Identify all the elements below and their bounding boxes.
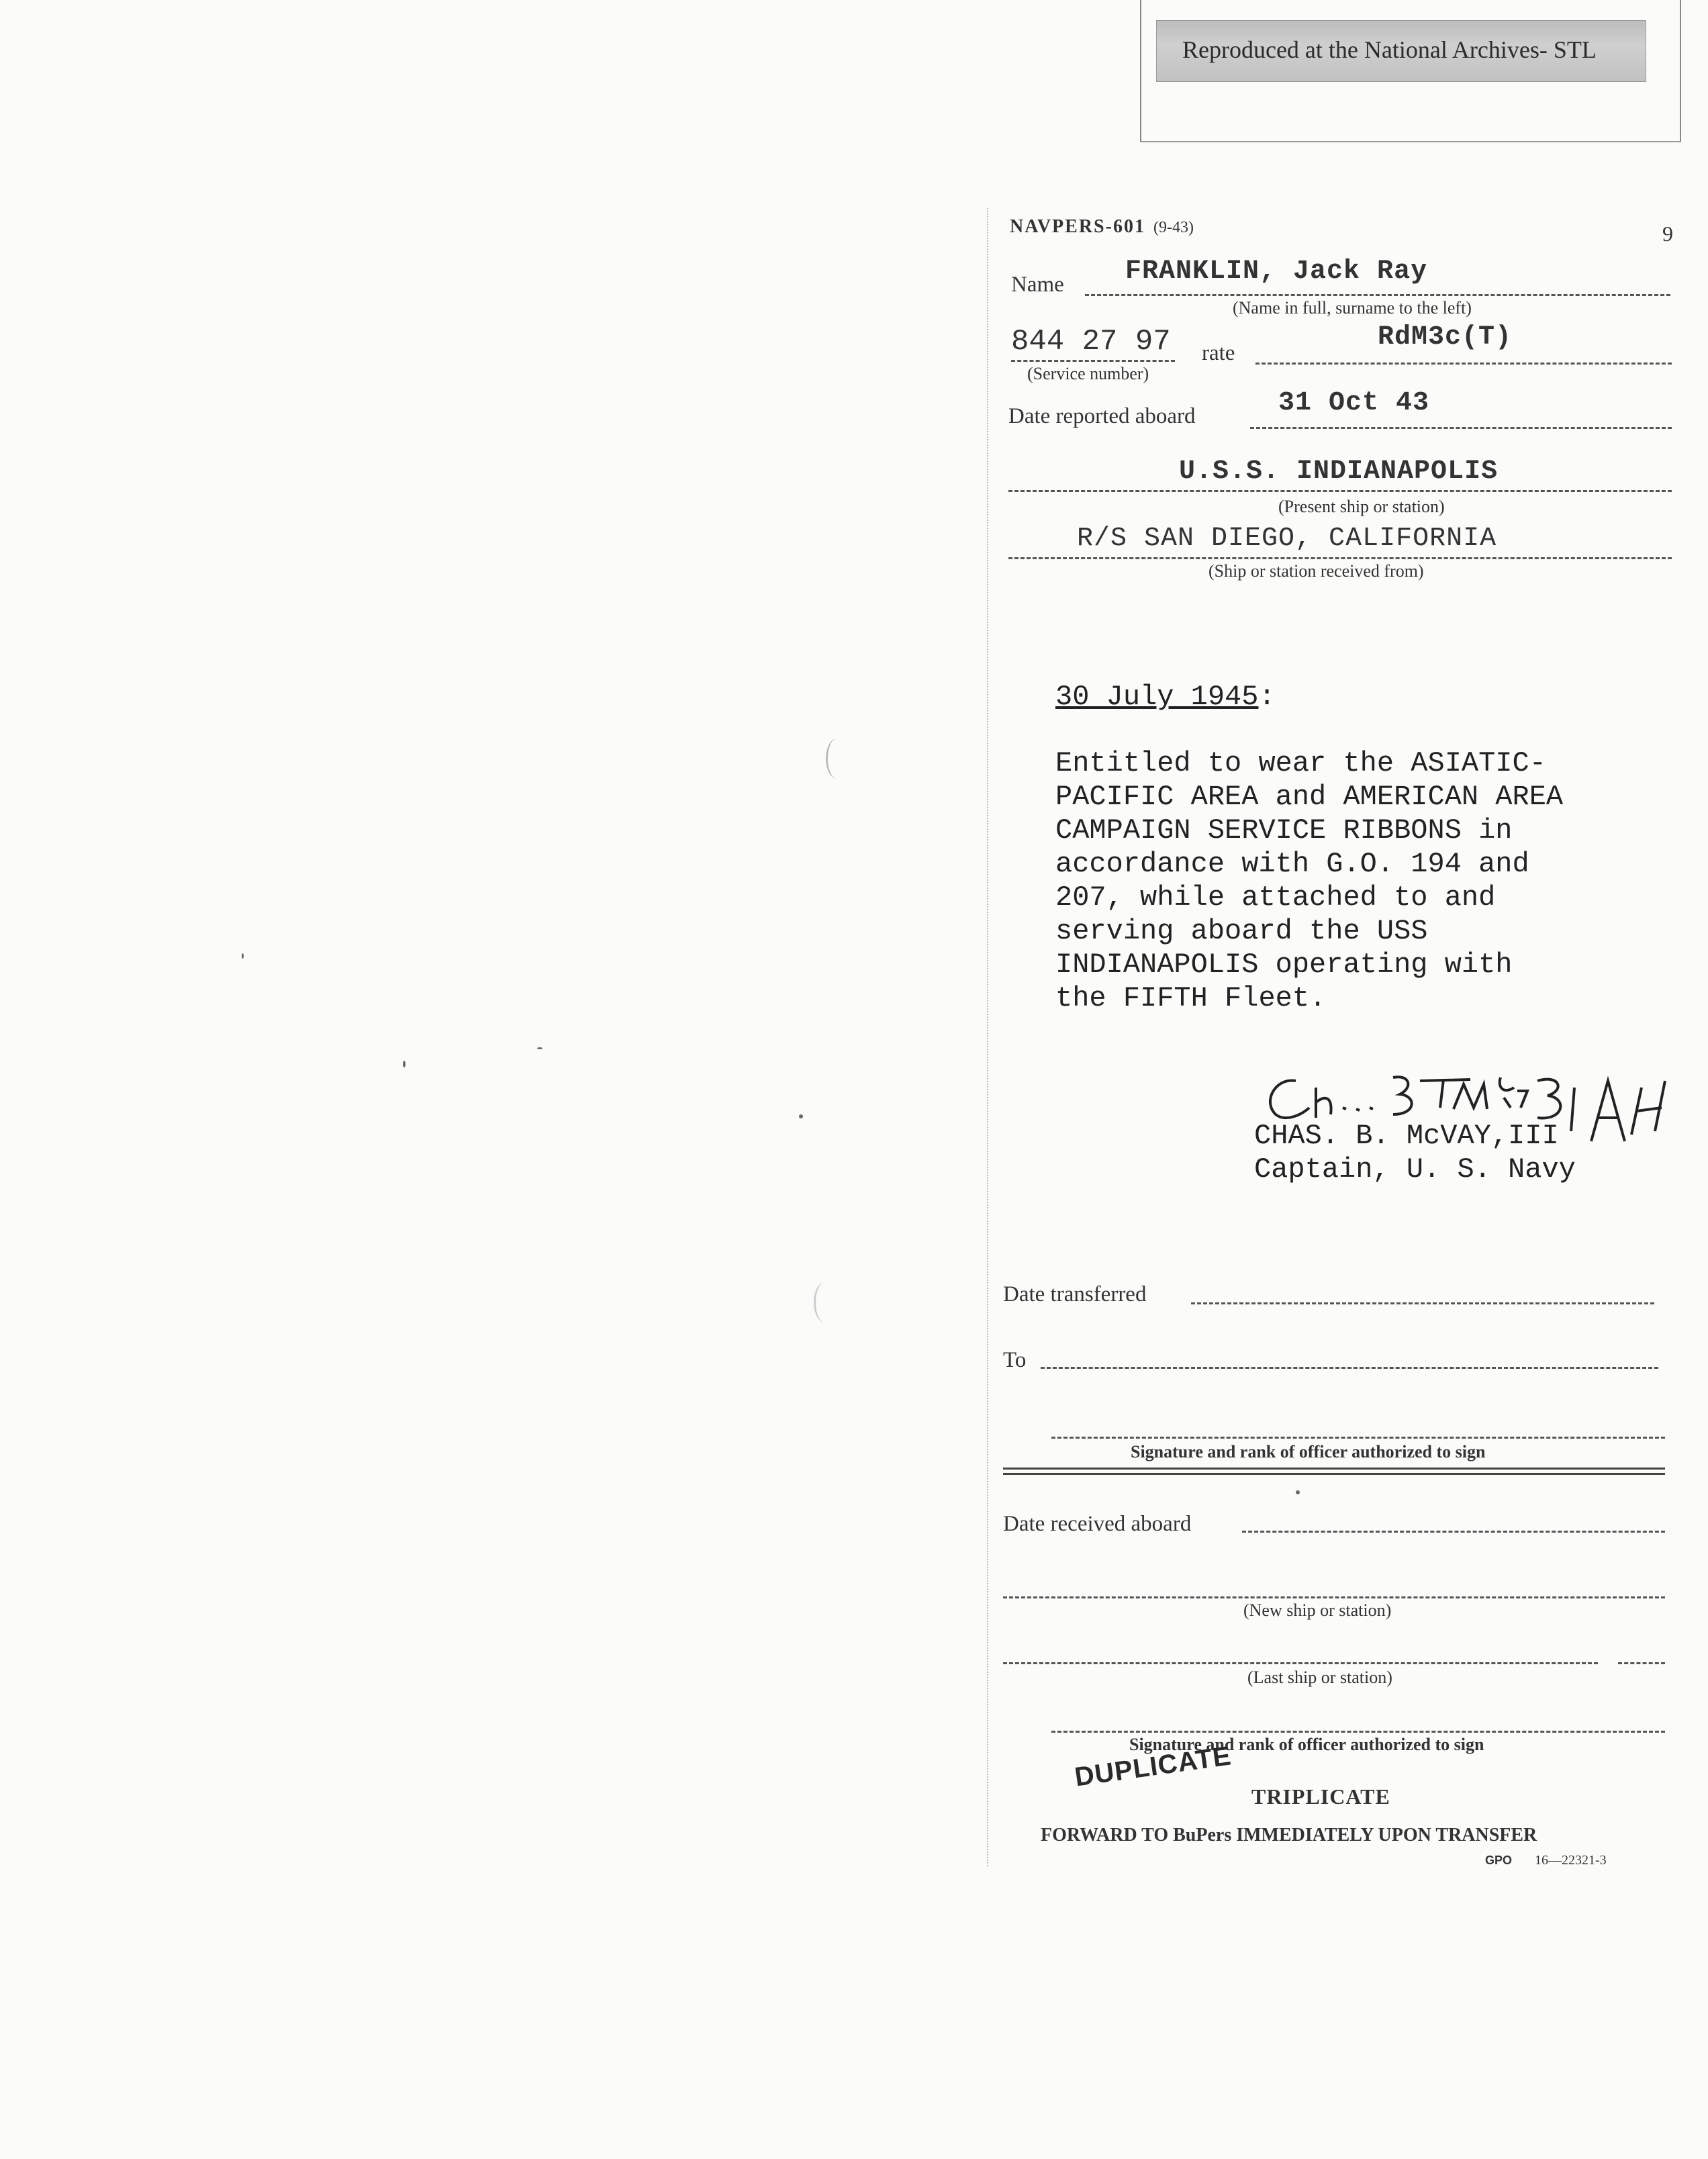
entry-line: 207, while attached to and [1055, 881, 1496, 914]
new-ship-line [1003, 1596, 1665, 1598]
printer-line [1485, 1853, 1607, 1868]
present-ship-line [1008, 490, 1672, 492]
forward-instruction: FORWARD TO BuPers IMMEDIATELY UPON TRANSFER [1041, 1825, 1537, 1845]
form-number-text: NAVPERS-601 [1010, 216, 1145, 237]
service-number-line [1011, 360, 1175, 362]
last-ship-caption: (Last ship or station) [1247, 1668, 1392, 1687]
date-reported-label: Date reported aboard [1008, 404, 1196, 428]
date-transferred-line [1191, 1302, 1654, 1304]
present-ship-caption: (Present ship or station) [1278, 497, 1445, 516]
service-number-value: 844 27 97 [1011, 325, 1171, 358]
entry-date-line [1055, 681, 1276, 713]
entry-line: INDIANAPOLIS operating with [1055, 949, 1513, 981]
form-left-edge [987, 208, 988, 1866]
date-received-line [1242, 1531, 1665, 1533]
scan-mark [403, 1061, 406, 1067]
printer-code: 16—22321-3 [1535, 1853, 1607, 1868]
received-from-value: R/S SAN DIEGO, CALIFORNIA [1077, 524, 1497, 554]
signature-title: Captain, U. S. Navy [1254, 1153, 1576, 1186]
scan-mark [1296, 1490, 1300, 1494]
signature-name: CHAS. B. McVAY,III [1254, 1120, 1559, 1152]
printer-mark: GPO [1485, 1854, 1513, 1867]
scan-mark [799, 1114, 803, 1118]
received-from-line [1008, 557, 1672, 559]
separator-rule-top [1003, 1468, 1665, 1470]
entry-line: PACIFIC AREA and AMERICAN AREA [1055, 781, 1564, 813]
copy-label: TRIPLICATE [1251, 1784, 1390, 1809]
entry-line: CAMPAIGN SERVICE RIBBONS in [1055, 814, 1513, 847]
scan-mark [826, 738, 848, 779]
date-received-label: Date received aboard [1003, 1512, 1192, 1536]
separator-rule-bottom [1003, 1473, 1665, 1475]
entry-body [1055, 747, 1563, 1015]
scan-mark [814, 1282, 836, 1323]
transfer-signature-line [1051, 1437, 1665, 1439]
present-ship-value: U.S.S. INDIANAPOLIS [1179, 457, 1499, 487]
entry-date: 30 July 1945 [1055, 681, 1259, 713]
received-signature-caption: Signature and rank of officer authorized to sign [1129, 1735, 1484, 1754]
transfer-signature-caption: Signature and rank of officer authorized to sign [1131, 1442, 1486, 1461]
last-ship-line-end [1618, 1662, 1665, 1664]
date-reported-line [1250, 427, 1672, 429]
rate-value: RdM3c(T) [1378, 322, 1513, 352]
form-number [1010, 216, 1194, 238]
received-signature-line [1051, 1731, 1665, 1733]
rate-line [1255, 363, 1672, 365]
entry-line: Entitled to wear the ASIATIC- [1055, 747, 1546, 779]
entry-line: serving aboard the USS [1055, 915, 1428, 947]
name-value: FRANKLIN, Jack Ray [1125, 256, 1428, 287]
date-reported-value: 31 Oct 43 [1278, 388, 1430, 418]
name-line [1085, 294, 1670, 296]
entry-line: the FIFTH Fleet. [1055, 982, 1327, 1014]
rate-label: rate [1202, 341, 1235, 365]
form-date: (9-43) [1153, 219, 1194, 236]
new-ship-caption: (New ship or station) [1243, 1600, 1392, 1620]
to-label: To [1003, 1348, 1027, 1372]
last-ship-line [1003, 1662, 1598, 1664]
archive-stamp-text: Reproduced at the National Archives- STL [1182, 36, 1597, 63]
scan-mark [537, 1047, 542, 1049]
date-transferred-label: Date transferred [1003, 1282, 1147, 1306]
to-line [1041, 1367, 1658, 1369]
scan-mark [242, 953, 244, 959]
duplicate-stamp: DUPLICATE [1073, 1741, 1233, 1792]
name-caption: (Name in full, surname to the left) [1233, 298, 1472, 318]
service-number-caption: (Service number) [1027, 364, 1149, 383]
name-label: Name [1011, 273, 1064, 297]
page-number: 9 [1662, 222, 1673, 246]
entry-line: accordance with G.O. 194 and [1055, 848, 1529, 880]
entry-date-colon: : [1258, 681, 1276, 713]
received-from-caption: (Ship or station received from) [1208, 561, 1424, 581]
archive-stamp [1156, 20, 1646, 82]
